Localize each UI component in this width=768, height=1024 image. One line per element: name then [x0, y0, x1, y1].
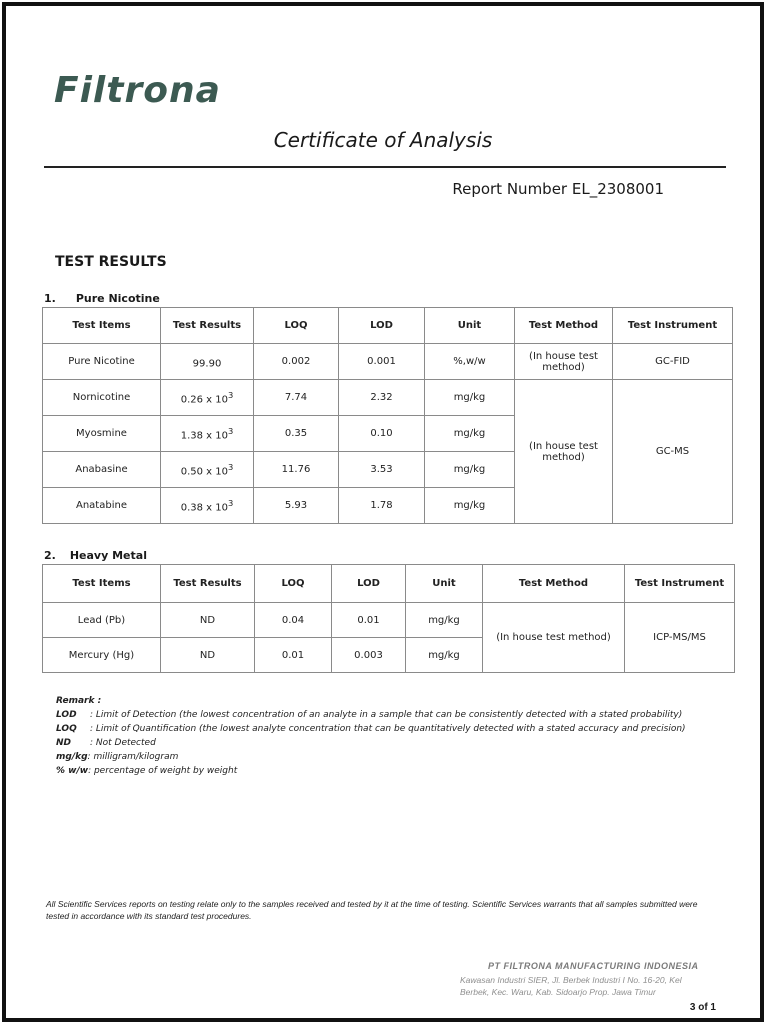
header-test-method: Test Method [515, 308, 613, 344]
cell-unit: %,w/w [425, 344, 515, 380]
cell-lod: 0.10 [339, 416, 425, 452]
cell-loq: 5.93 [254, 488, 339, 524]
remark-definition: : Limit of Quantification (the lowest analyte concentration that can be quantitatively detected with a stated accuracy and precision) [90, 724, 686, 734]
header-unit: Unit [425, 308, 515, 344]
header-lod: LOD [332, 565, 406, 603]
remark-term: LOQ [56, 724, 77, 734]
heavy-metal-table [42, 564, 735, 673]
table-row [43, 380, 733, 416]
remark-definition: : milligram/kilogram [87, 752, 179, 762]
cell-unit: mg/kg [406, 603, 483, 638]
header-test-items: Test Items [43, 565, 161, 603]
remark-term: ND [56, 738, 72, 748]
company-address: Kawasan Industri SIER, Jl. Berbek Industri I No. 16-20, Kel Berbek, Kec. Waru, Kab. Sidoarjo Prop. Jawa Timur [460, 975, 682, 997]
pure-nicotine-table [42, 307, 733, 524]
cell-unit: mg/kg [425, 416, 515, 452]
cell-lod: 1.78 [339, 488, 425, 524]
header-test-results: Test Results [161, 565, 255, 603]
header-test-instrument: Test Instrument [625, 565, 735, 603]
cell-test-item: Pure Nicotine [43, 344, 161, 380]
cell-test-result: 99.90 [161, 344, 254, 380]
remark-line [56, 750, 686, 764]
cell-test-item: Myosmine [43, 416, 161, 452]
remark-definition: : Limit of Detection (the lowest concentration of an analyte in a sample that can be consistently detected with a stated probability) [90, 710, 683, 720]
cell-loq: 0.002 [254, 344, 339, 380]
cell-test-item: Nornicotine [43, 380, 161, 416]
header-loq: LOQ [254, 308, 339, 344]
cell-lod: 3.53 [339, 452, 425, 488]
section-heading: TEST RESULTS [55, 254, 167, 270]
table2-heading [44, 549, 147, 562]
table1-heading [44, 292, 160, 305]
cell-loq: 0.35 [254, 416, 339, 452]
cell-loq: 0.04 [255, 603, 332, 638]
header-lod: LOD [339, 308, 425, 344]
cell-lod: 0.003 [332, 638, 406, 673]
cell-test-method-merged: (In house test method) [515, 380, 613, 524]
table-row [43, 344, 733, 380]
remark-definition: : percentage of weight by weight [88, 766, 238, 776]
header-unit: Unit [406, 565, 483, 603]
remark-line [56, 708, 686, 722]
cell-test-result: 0.26 x $10^3$ [161, 380, 254, 416]
cell-lod: 0.001 [339, 344, 425, 380]
cell-test-instrument-merged: ICP-MS/MS [625, 603, 735, 673]
table-header-row [43, 308, 733, 344]
page-number: 3 of 1 [689, 1002, 716, 1013]
cell-lod: 2.32 [339, 380, 425, 416]
remark-term: LOD [56, 710, 77, 720]
remark-definition: : Not Detected [90, 738, 156, 748]
disclaimer-text: All Scientific Services reports on testing relate only to the samples received and tested by it at the time of testing. Scientific Services warrants that all samples submitted were tested in accordance with its standard test procedures. [46, 899, 698, 921]
cell-unit: mg/kg [425, 380, 515, 416]
cell-test-result: 1.38 x $10^3$ [161, 416, 254, 452]
remarks-title: Remark : [56, 696, 102, 706]
cell-loq: 7.74 [254, 380, 339, 416]
certificate-page [2, 2, 764, 1022]
remark-line [56, 736, 686, 750]
header-test-method: Test Method [483, 565, 625, 603]
cell-test-result: 0.50 x $10^3$ [161, 452, 254, 488]
cell-test-item: Lead (Pb) [43, 603, 161, 638]
remark-term: % w/w [56, 766, 89, 776]
cell-test-result: 0.38 x $10^3$ [161, 488, 254, 524]
company-name: PT FILTRONA MANUFACTURING INDONESIA [488, 961, 699, 971]
table2-title: Heavy Metal [69, 549, 147, 562]
cell-test-result: ND [161, 638, 255, 673]
document-title: Certificate of Analysis [273, 128, 493, 152]
company-logo: Filtrona [54, 70, 221, 111]
remark-term: mg/kg [56, 752, 88, 762]
cell-test-item: Anabasine [43, 452, 161, 488]
report-number: Report Number EL_2308001 [452, 180, 664, 198]
cell-test-instrument: GC-FID [613, 344, 733, 380]
header-test-items: Test Items [43, 308, 161, 344]
remarks-block [56, 694, 686, 778]
cell-lod: 0.01 [332, 603, 406, 638]
cell-test-method: (In house test method) [515, 344, 613, 380]
header-test-instrument: Test Instrument [613, 308, 733, 344]
cell-test-instrument-merged: GC-MS [613, 380, 733, 524]
cell-test-item: Anatabine [43, 488, 161, 524]
table-header-row [43, 565, 735, 603]
table1-number: 1. [44, 292, 56, 305]
table1-title: Pure Nicotine [75, 292, 160, 305]
table-row [43, 603, 735, 638]
cell-test-item: Mercury (Hg) [43, 638, 161, 673]
cell-unit: mg/kg [406, 638, 483, 673]
cell-test-method-merged: (In house test method) [483, 603, 625, 673]
header-loq: LOQ [255, 565, 332, 603]
cell-loq: 11.76 [254, 452, 339, 488]
cell-unit: mg/kg [425, 488, 515, 524]
header-test-results: Test Results [161, 308, 254, 344]
remark-line [56, 764, 686, 778]
header-divider [44, 166, 726, 168]
table2-number: 2. [44, 549, 56, 562]
cell-test-result: ND [161, 603, 255, 638]
cell-loq: 0.01 [255, 638, 332, 673]
remark-line [56, 722, 686, 736]
cell-unit: mg/kg [425, 452, 515, 488]
